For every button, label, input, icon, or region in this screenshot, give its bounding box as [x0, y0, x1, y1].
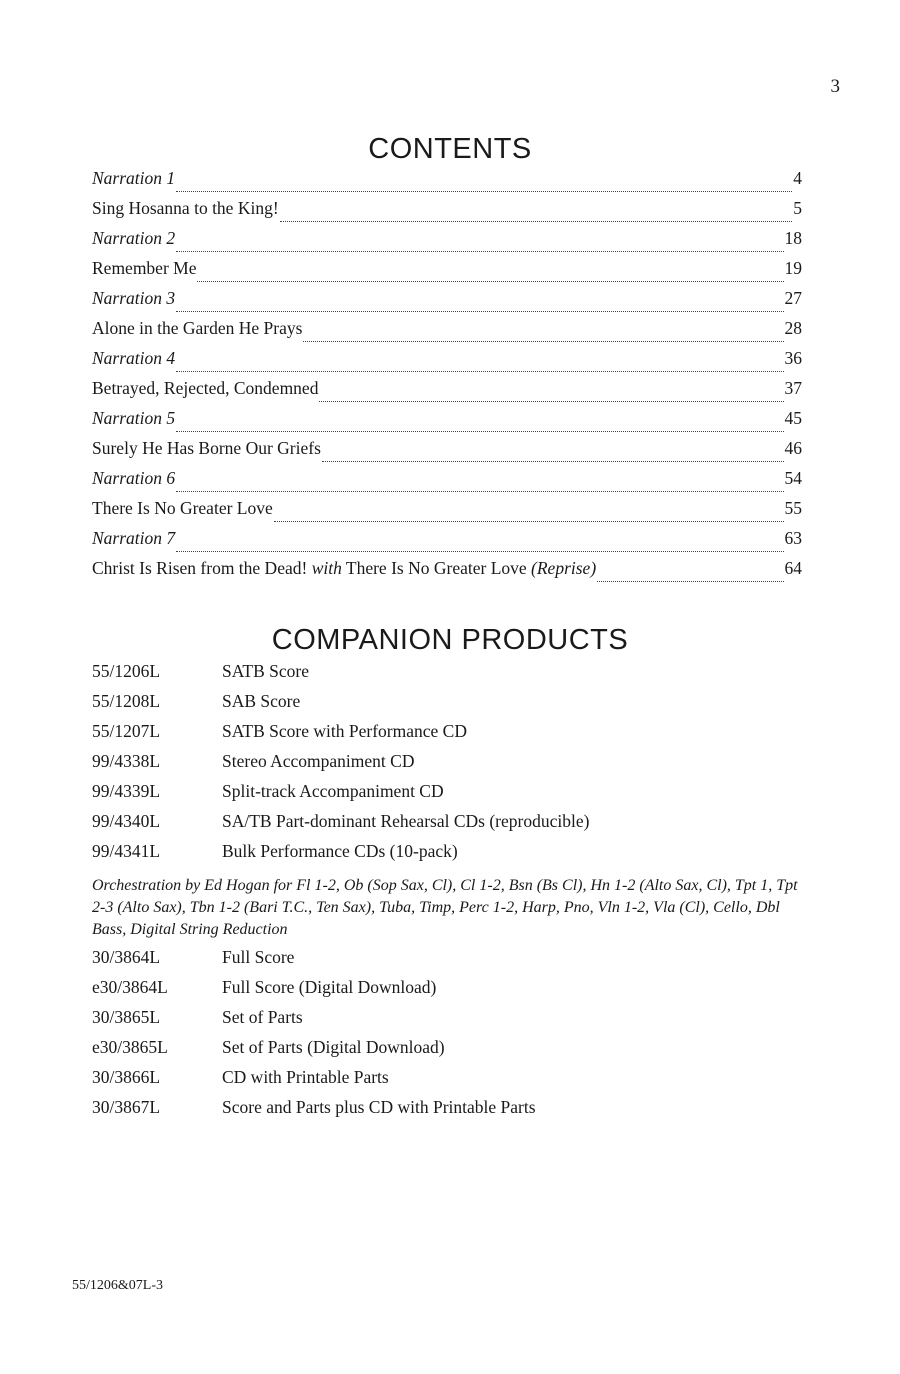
product-description: SA/TB Part-dominant Rehearsal CDs (reproducible) — [222, 811, 590, 831]
leader-dots — [319, 401, 783, 402]
leader-dots — [303, 341, 783, 342]
table-of-contents — [92, 168, 802, 588]
toc-entry[interactable] — [92, 528, 802, 558]
toc-entry[interactable] — [92, 228, 802, 258]
product-code: 30/3867L — [92, 1097, 161, 1117]
toc-entry-page: 27 — [784, 288, 802, 308]
finale-title-part1: Christ Is Risen from the Dead! — [92, 558, 312, 578]
product-description: Full Score (Digital Download) — [222, 977, 437, 997]
companion-products-heading: COMPANION PRODUCTS — [271, 624, 629, 656]
toc-entry-title: Narration 7 — [92, 528, 176, 548]
toc-entry-title: There Is No Greater Love — [92, 498, 273, 518]
page-number: 3 — [830, 76, 840, 97]
product-row[interactable] — [92, 841, 812, 871]
product-description: Bulk Performance CDs (10-pack) — [222, 841, 458, 861]
leader-dots — [280, 221, 793, 222]
product-row[interactable] — [92, 1037, 812, 1067]
product-row[interactable] — [92, 751, 812, 781]
page-footer-code: 55/1206&07L-3 — [72, 1278, 163, 1293]
contents-heading: CONTENTS — [368, 133, 532, 165]
product-code: 99/4339L — [92, 781, 161, 801]
product-description: Set of Parts (Digital Download) — [222, 1037, 445, 1057]
toc-entry[interactable] — [92, 168, 802, 198]
toc-entry-title: Remember Me — [92, 258, 197, 278]
leader-dots — [197, 281, 783, 282]
leader-dots — [176, 371, 783, 372]
toc-entry-page: 37 — [784, 378, 802, 398]
product-code: 55/1206L — [92, 661, 161, 681]
toc-entry[interactable] — [92, 318, 802, 348]
product-description: SATB Score with Performance CD — [222, 721, 467, 741]
product-row[interactable] — [92, 691, 812, 721]
toc-entry-title: Narration 3 — [92, 288, 176, 308]
product-code: 30/3865L — [92, 1007, 161, 1027]
leader-dots — [597, 581, 783, 582]
product-description: Set of Parts — [222, 1007, 303, 1027]
product-code: 99/4338L — [92, 751, 161, 771]
toc-entry-page: 18 — [784, 228, 802, 248]
toc-entry-finale[interactable] — [92, 558, 802, 588]
product-row[interactable] — [92, 947, 812, 977]
product-code: 99/4341L — [92, 841, 161, 861]
toc-entry[interactable] — [92, 468, 802, 498]
product-description: Score and Parts plus CD with Printable Parts — [222, 1097, 536, 1117]
toc-entry-title: Surely He Has Borne Our Griefs — [92, 438, 321, 458]
toc-entry[interactable] — [92, 438, 802, 468]
toc-entry-page: 54 — [784, 468, 802, 488]
product-row[interactable] — [92, 781, 812, 811]
product-row[interactable] — [92, 661, 812, 691]
toc-entry-title — [92, 558, 596, 579]
toc-entry-title: Alone in the Garden He Prays — [92, 318, 303, 338]
leader-dots — [176, 491, 783, 492]
product-row[interactable] — [92, 1007, 812, 1037]
companion-products-list — [92, 661, 812, 1127]
leader-dots — [176, 191, 792, 192]
toc-entry-page: 64 — [784, 558, 802, 578]
product-row[interactable] — [92, 1097, 812, 1127]
product-code: e30/3864L — [92, 977, 168, 997]
product-code: 55/1208L — [92, 691, 161, 711]
product-description: Stereo Accompaniment CD — [222, 751, 415, 771]
toc-entry-page: 45 — [784, 408, 802, 428]
product-code: 99/4340L — [92, 811, 161, 831]
toc-entry[interactable] — [92, 288, 802, 318]
finale-title-part2: There Is No Greater Love — [341, 558, 532, 578]
finale-reprise: (Reprise) — [531, 558, 597, 578]
leader-dots — [176, 551, 783, 552]
product-row[interactable] — [92, 811, 812, 841]
toc-entry[interactable] — [92, 408, 802, 438]
toc-entry-page: 63 — [784, 528, 802, 548]
toc-entry-title: Narration 2 — [92, 228, 176, 248]
product-code: e30/3865L — [92, 1037, 168, 1057]
orchestration-note: Orchestration by Ed Hogan for Fl 1-2, Ob (Sop Sax, Cl), Cl 1-2, Bsn (Bs Cl), Hn 1-2 (Alto Sax, Cl), Tpt 1, Tpt 2-3 (Alto Sax), Tbn 1-2 (Bari T.C., Ten Sax), Tuba, Timp, Perc 1-2, Harp, Pno, Vln 1-2, Vla (Cl), Cello, Dbl Bass, Digital String Reduction — [92, 877, 798, 938]
toc-entry-title: Sing Hosanna to the King! — [92, 198, 279, 218]
toc-entry-page: 5 — [793, 198, 802, 218]
product-description: Split-track Accompaniment CD — [222, 781, 444, 801]
toc-entry-page: 55 — [784, 498, 802, 518]
toc-entry-title: Narration 6 — [92, 468, 176, 488]
leader-dots — [176, 251, 783, 252]
toc-entry[interactable] — [92, 348, 802, 378]
leader-dots — [274, 521, 784, 522]
toc-entry-page: 28 — [784, 318, 802, 338]
toc-entry-title: Narration 4 — [92, 348, 176, 368]
toc-entry-title: Narration 5 — [92, 408, 176, 428]
product-row[interactable] — [92, 1067, 812, 1097]
product-description: Full Score — [222, 947, 295, 967]
product-code: 30/3866L — [92, 1067, 161, 1087]
leader-dots — [176, 431, 783, 432]
product-code: 30/3864L — [92, 947, 161, 967]
toc-entry-page: 4 — [793, 168, 802, 188]
leader-dots — [176, 311, 783, 312]
toc-entry[interactable] — [92, 498, 802, 528]
product-description: SAB Score — [222, 691, 301, 711]
toc-entry-page: 36 — [784, 348, 802, 368]
product-row[interactable] — [92, 977, 812, 1007]
leader-dots — [322, 461, 784, 462]
toc-entry-page: 19 — [784, 258, 802, 278]
toc-entry-title: Narration 1 — [92, 168, 176, 188]
toc-entry-page: 46 — [784, 438, 802, 458]
product-code: 55/1207L — [92, 721, 161, 741]
toc-entry[interactable] — [92, 198, 802, 228]
toc-entry[interactable] — [92, 378, 802, 408]
product-row[interactable] — [92, 721, 812, 751]
finale-connector: with — [311, 558, 342, 578]
product-description: CD with Printable Parts — [222, 1067, 389, 1087]
product-description: SATB Score — [222, 661, 310, 681]
toc-entry[interactable] — [92, 258, 802, 288]
toc-entry-title: Betrayed, Rejected, Condemned — [92, 378, 319, 398]
